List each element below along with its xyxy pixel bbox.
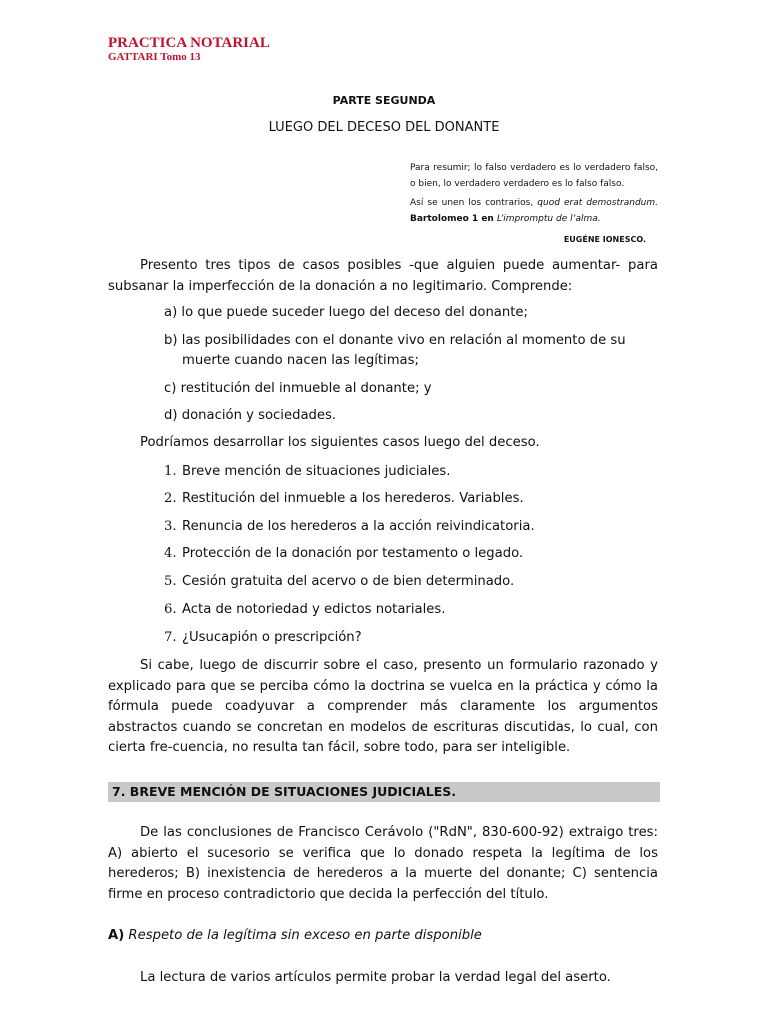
subheading bbox=[108, 928, 482, 943]
case-text: Breve mención de situaciones judiciales. bbox=[182, 464, 451, 479]
subheading-letter: A) bbox=[108, 928, 125, 943]
list-item: d) donación y sociedades. bbox=[164, 408, 337, 423]
list-item: c) restitución del inmueble al donante; y bbox=[164, 381, 432, 396]
subheading-text: Respeto de la legítima sin exceso en parte disponible bbox=[124, 928, 482, 943]
cases-intro: Podríamos desarrollar los siguientes casos luego del deceso. bbox=[140, 435, 540, 450]
case-text: Renuncia de los herederos a la acción reivindicatoria. bbox=[182, 519, 535, 534]
epigraph-text: Así se unen los contrarios, bbox=[410, 198, 538, 208]
section-paragraph: De las conclusiones de Francisco Cerávolo ("RdN", 830-600-92) extraigo tres: A) abierto el sucesorio se verifica que lo donado respeta la legítima de los herederos; B) inexistencia de herederos a la muerte del donante; C) sentencia firme en proceso contradictorio que decida la perfección del título. bbox=[108, 825, 658, 902]
list-item: a) lo que puede suceder luego del deceso del donante; bbox=[164, 305, 528, 320]
case-item bbox=[164, 462, 450, 482]
case-text: Restitución del inmueble a los herederos. Variables. bbox=[182, 491, 524, 506]
case-text: Cesión gratuita del acervo o de bien determinado. bbox=[182, 574, 515, 589]
part-label: PARTE SEGUNDA bbox=[332, 94, 436, 107]
case-text: ¿Usucapión o prescripción? bbox=[182, 630, 362, 645]
case-item bbox=[164, 544, 523, 564]
case-item bbox=[164, 572, 514, 592]
case-number: 6. bbox=[164, 602, 177, 617]
epigraph-italic-2: L’impromptu de l’alma. bbox=[496, 214, 601, 224]
case-text: Protección de la donación por testamento o legado. bbox=[182, 546, 524, 561]
case-number: 2. bbox=[164, 491, 177, 506]
epigraph-italic: quod erat demostrandum. bbox=[537, 198, 658, 208]
case-number: 3. bbox=[164, 519, 177, 534]
chapter-title: LUEGO DEL DECESO DEL DONANTE bbox=[268, 120, 500, 135]
epigraph-bold: Bartolomeo 1 en bbox=[410, 214, 497, 224]
list-item: b) las posibilidades con el donante vivo en relación al momento de su muerte cuando nacen las legítimas; bbox=[164, 333, 626, 368]
case-item bbox=[164, 489, 524, 509]
epigraph bbox=[410, 160, 658, 248]
intro-paragraph: Presento tres tipos de casos posibles -que alguien puede aumentar- para subsanar la imperfección de la donación a no legitimario. Comprende: bbox=[108, 258, 658, 294]
case-number: 1. bbox=[164, 464, 177, 479]
case-number: 5. bbox=[164, 574, 177, 589]
header-subtitle: GATTARI Tomo 13 bbox=[108, 51, 201, 63]
closing-paragraph: Si cabe, luego de discurrir sobre el caso, presento un formulario razonado y explicado para que se perciba cómo la doctrina se vuelca en la práctica y cómo la fórmula puede coadyuvar a comprender más claramente los argumentos abstractos cuando se concretan en modelos de escrituras discutidas, lo cual, con cierta fre-cuencia, no resulta tan fácil, sobre todo, para ser inteligible. bbox=[108, 658, 658, 755]
case-number: 7. bbox=[164, 630, 177, 645]
case-item bbox=[164, 517, 535, 537]
case-text: Acta de notoriedad y edictos notariales. bbox=[182, 602, 446, 617]
case-item bbox=[164, 600, 445, 620]
epigraph-line-2 bbox=[410, 195, 658, 227]
epigraph-author: EUGÉNE IONESCO. bbox=[563, 235, 646, 244]
document-header bbox=[108, 36, 270, 64]
header-title: PRACTICA NOTARIAL bbox=[108, 35, 270, 51]
epigraph-line-1: Para resumir; lo falso verdadero es lo verdadero falso, o bien, lo verdadero verdadero es lo falso falso. bbox=[410, 163, 658, 189]
case-item bbox=[164, 628, 362, 648]
case-number: 4. bbox=[164, 546, 177, 561]
section-heading: 7. BREVE MENCIÓN DE SITUACIONES JUDICIALES. bbox=[108, 782, 660, 802]
last-line: La lectura de varios artículos permite probar la verdad legal del aserto. bbox=[140, 970, 611, 985]
